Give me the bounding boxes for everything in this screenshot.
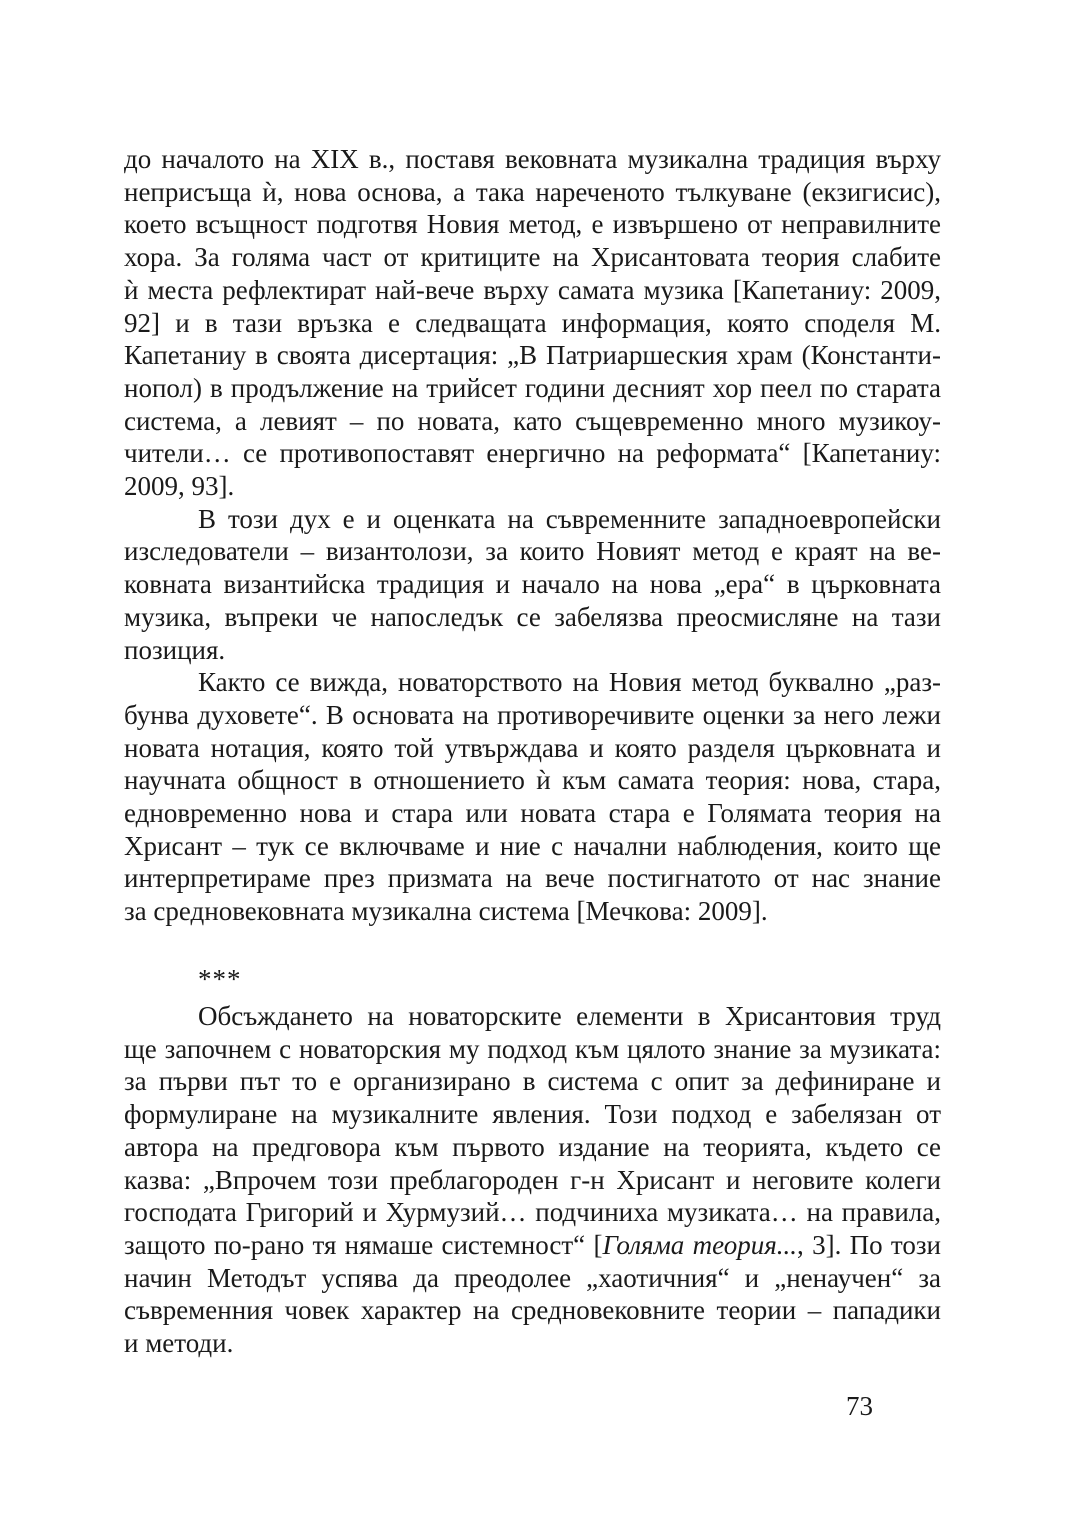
text-line: и методи. — [124, 1328, 234, 1359]
text-line: Хрисант – тук се включваме и ние с начални наблюдения, които ще — [124, 830, 941, 861]
paragraph — [124, 143, 941, 503]
main-text-top — [124, 143, 941, 928]
text-line: неприсъща ѝ, нова основа, а така нареченото тълкуване (екзигисис), — [124, 176, 941, 207]
text-line: автора на предговора към първото издание на теорията, където се — [124, 1131, 941, 1162]
text-line: ще започнем с новаторския му подход към цялото знание за музиката: — [124, 1033, 941, 1064]
text-line: позиция. — [124, 634, 226, 665]
text-line: защото по-рано тя нямаше системност“ [Голяма теория..., 3]. По този — [124, 1229, 941, 1260]
text-line: новата нотация, която той утвърждава и която разделя църковната и — [124, 732, 941, 763]
text-line: за средновековната музикална система [Мечкова: 2009]. — [124, 896, 768, 927]
text-line: господата Григорий и Хурмузий… подчиниха музиката… на правила, — [124, 1197, 941, 1228]
text-line: Капетаниу в своята дисертация: „В Патриаршеския храм (Константи- — [124, 340, 941, 371]
cited-title: Голяма теория... — [602, 1229, 798, 1260]
text-line: съвременния човек характер на средновековните теории – пападики — [124, 1295, 941, 1326]
paragraph — [124, 1000, 941, 1360]
text-line: музика, въпреки че напоследък се забелязва преосмисляне на тази — [124, 601, 941, 632]
text-line: интерпретираме през призмата на вече постигнатото от нас знание — [124, 863, 941, 894]
text-line: бунва духовете“. В основата на противоречивите оценки за него лежи — [124, 699, 941, 730]
main-text-bottom — [124, 1000, 941, 1360]
text-line: едновременно нова и стара или новата стара е Голямата теория на — [124, 798, 941, 829]
text-line: до началото на XIX в., поставя вековната музикална традиция върху — [124, 144, 941, 174]
text-line: 92] и в тази връзка е следващата информация, която споделя М. — [124, 307, 941, 338]
text-line: изследователи – византолози, за които Новият метод е краят на ве- — [124, 536, 941, 567]
text-line: научната общност в отношението ѝ към самата теория: нова, стара, — [124, 765, 941, 796]
text-line: хора. За голяма част от критиците на Хрисантовата теория слабите — [124, 242, 941, 273]
paragraph — [124, 503, 941, 667]
text-line: чители… се противопоставят енергично на реформата“ [Капетаниу: — [124, 438, 941, 469]
text-line: за първи път то е организирано в система с опит за дефиниране и — [124, 1066, 941, 1097]
text-line: формулиране на музикалните явления. Този подход е забелязан от — [124, 1099, 941, 1130]
text-line: нопол) в продължение на трийсет години десният хор пеел по старата — [124, 372, 941, 403]
text-line: В този дух е и оценката на съвременните западноевропейски — [198, 503, 941, 534]
text-line: Обсъждането на новаторските елементи в Хрисантовия труд — [198, 1001, 941, 1031]
text-line: система, а левият – по новата, като същевременно много музикоу- — [124, 405, 941, 436]
section-separator: *** — [198, 964, 242, 994]
paragraph — [124, 666, 941, 928]
text-line: ѝ места рефлектират най-вече върху самата музика [Капетаниу: 2009, — [124, 274, 941, 305]
text-line: 2009, 93]. — [124, 471, 235, 502]
text-line: казва: „Впрочем този преблагороден г-н Хрисант и неговите колеги — [124, 1164, 941, 1195]
text-line: което всъщност подготвя Новия метод, е извършено от неправилните — [124, 209, 941, 240]
page-number: 73 — [846, 1391, 873, 1421]
text-line: Както се вижда, новаторството на Новия метод буквално „раз- — [198, 667, 941, 698]
text-line: ковната византийска традиция и начало на нова „ера“ в църковната — [124, 569, 941, 600]
text-line: начин Методът успява да преодолее „хаотичния“ и „ненаучен“ за — [124, 1262, 941, 1293]
